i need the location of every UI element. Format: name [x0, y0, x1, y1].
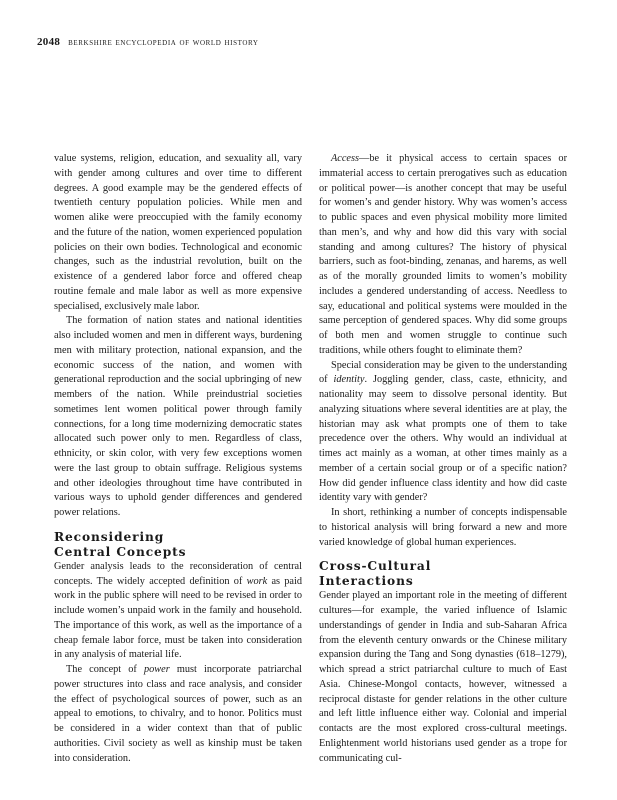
- heading-line-1: Cross-Cultural: [319, 559, 432, 574]
- left-paragraph-2: The formation of nation states and national identities also included women and men in different ways, burdening men with military protection, national expansion, and the economic success of the nation, and women with generational reproduction and the social upbringing of new members of the nation. While preindustrial societies sometimes lent women political power through family connections, for a long time modernizing democratic states allocated such power only to men. Regardless of class, ethnicity, or skin color, with very few exceptions women were the last group to obtain suffrage. Religious systems and other ideologies throughout time have contributed in various ways to uphold gender differences and gendered power relations.: [54, 315, 302, 518]
- emphasis-power: power: [143, 664, 170, 675]
- text-run: as paid work in the public sphere will need to be revised in order to include women’s unpaid work in the family and household. The importance of this work, as well as the importance of a cheap female labor force, must be taken into consideration in any analysis of material life.: [54, 575, 302, 661]
- text-run: —be it physical access to certain spaces or immaterial access to certain prerogatives such as education or political power—is another concept that may be useful for women’s and gender history. Why was women’s access to public spaces and even physical mobility more limited than men’s, and why and how did this vary with social standing and among cultures? The history of physical barriers, such as foot-binding, zenanas, and harems, as well as of the morally grounded limits to women’s mobility includes a gendered understanding of access. Needless to say, educational and political systems were moulded in the same perception of gendered spaces. Why did some groups of both men and women struggle to continue such traditions, while others fought to eliminate them?: [319, 153, 567, 356]
- left-column: [54, 152, 302, 766]
- left-paragraph-3: [54, 560, 302, 663]
- text-run: Special consideration may be given to the understanding of: [319, 359, 567, 386]
- emphasis-access: Access: [331, 153, 360, 164]
- heading-line-2: Interactions: [319, 574, 414, 589]
- right-paragraph-4: Gender played an important role in the meeting of different cultures—for example, the varied influence of Islamic understandings of gender in India and sub-Saharan Africa from the eleventh century onwards or the Chinese military expansion during the Tang and Song dynasties (618–1279), which spread a strict patriarchal culture to much of East Asia. Chinese-Mongol contacts, however, witnessed a reciprocal distaste for gender relations in the other culture and left little influence either way. Colonial and imperial contacts are the most explored cross-cultural meetings. Enlightenment world historians used gender as a trope for communicating cul-: [319, 590, 567, 764]
- heading-line-1: Reconsidering: [54, 529, 165, 544]
- text-run: Gender analysis leads to the reconsideration of central concepts. The widely accepted definition of: [54, 560, 302, 587]
- left-paragraph-4: [54, 663, 302, 766]
- emphasis-work: work: [246, 575, 268, 587]
- running-head: [37, 36, 259, 48]
- heading-line-2: Central Concepts: [54, 544, 187, 559]
- text-run: must incorporate patriarchal power structures into class and race analysis, and consider the effect of psychological sources of power, such as an appeal to emotions, to chivalry, and to honor. Politics must be considered in a wider context than that of public authorities. Civil society as well as kinship must be taken into consideration.: [54, 664, 303, 764]
- emphasis-identity: identity: [333, 374, 365, 386]
- section-heading-reconsidering: [54, 530, 302, 560]
- left-paragraph-1: value systems, religion, education, and sexuality all, vary with gender among cultures and over time to different degrees. A good example may be the gendered effects of twentieth century population policies. While men and women alike were preoccupied with the family economy and the future of the nation, women experienced population policies on their own bodies. Technological and economic changes, such as the industrial revolution, built on the existence of a gendered labor force and offered cheap routine female and male labor as well as more expensive specialised, exclusively male labor.: [54, 153, 302, 312]
- right-column: [319, 152, 567, 766]
- page-number: 2048: [37, 36, 61, 48]
- section-heading-cross-cultural: [319, 559, 567, 589]
- right-paragraph-3: In short, rethinking a number of concepts indispensable to historical analysis will bring forward a new and more varied knowledge of global human experiences.: [319, 507, 567, 548]
- right-paragraph-1: [319, 152, 567, 359]
- book-title: berkshire encyclopedia of world history: [68, 37, 259, 48]
- text-run: The concept of: [66, 664, 144, 675]
- right-paragraph-2: [319, 359, 567, 507]
- text-run: . Joggling gender, class, caste, ethnicity, and nationality may seem to dissolve personal identity. But analyzing situations where several identities are at play, the historian may ask what prompts one of them to take precedence over the others. Why would an individual at times act mainly as a woman, at other times mainly as a member of a certain social group or of a specific nation? How did gender influence class identity and how did caste identity vary with gender?: [319, 374, 567, 504]
